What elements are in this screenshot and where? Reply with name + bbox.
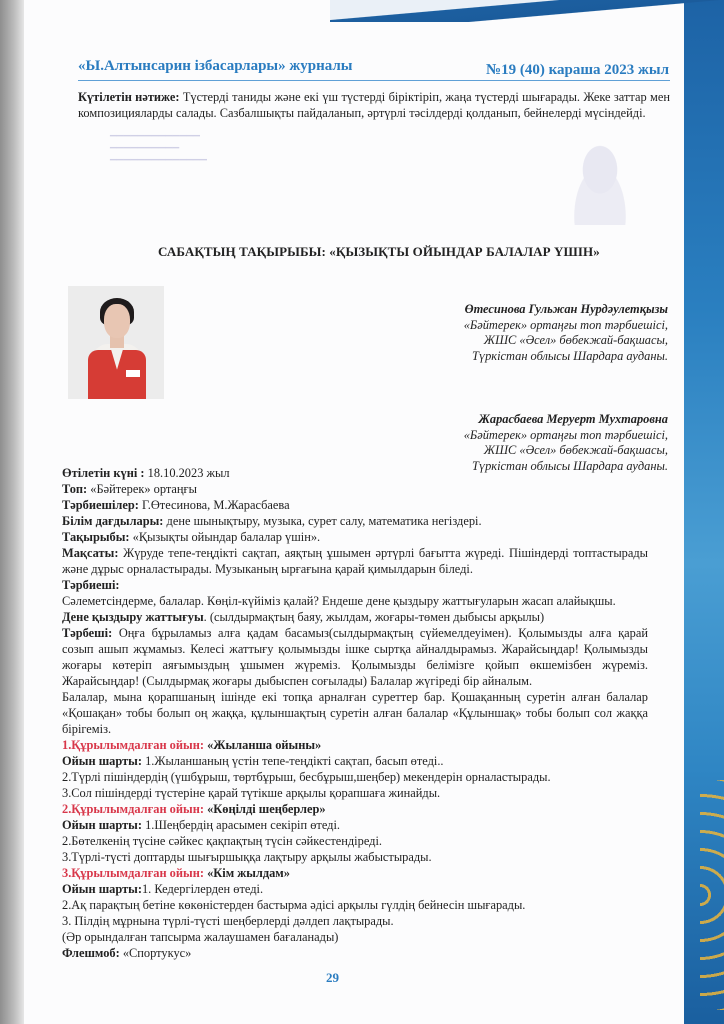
author-line: «Бәйтерек» ортаңғы топ тәрбиешісі, xyxy=(463,317,668,332)
greeting-text: Сәлеметсіндерме, балалар. Көңіл-күйіміз қалай? Ендеше дене қыздыру жаттығуларын жасап алайықшы. xyxy=(62,594,616,608)
game-1-step: Ойын шарты: 1.Жыланшаның үстін тепе-теңдікті сақтап, басып өтеді.. xyxy=(62,754,444,768)
author-line: ЖШС «Әсел» бөбекжай-бақшасы, xyxy=(483,333,668,347)
game-3-step: 2.Ақ парақтың бетіне көкөністерден бастырма әдісі арқылы гүлдің бейнесін шығарады. xyxy=(62,898,526,912)
lesson-info xyxy=(62,465,648,961)
author-line: Түркістан облысы Шардара ауданы. xyxy=(472,348,668,363)
author-line: Түркістан облысы Шардара ауданы. xyxy=(472,458,668,473)
author-1 xyxy=(464,302,668,364)
teacher-instructions: Тәрбеші: Оңға бұрыламыз алға қадам басамыз(сылдырмақтың сүйемелдеуімен). Қолымызды алға қарай созып ашып жұмамыз. Келесі жаттығу қолымызды ішке сыртқа айналдырамыз. Жарайсыңдар! Қолымызды жоғары көтеріп аяғымыздың ұшымен жүреміз. Қолымызды белімізге қойып өкшемізбен жүреміз. Жарайсыңдар! (Сылдырмақ жоғары дыбыспен соғылады) Балалар жүгіреді бір айналым. xyxy=(62,626,648,688)
game-2-step: 2.Бөтелкенің түсіне сәйкес қақпақтың түсін сәйкестендіреді. xyxy=(62,834,382,848)
game-1-step: 3.Сол пішіндерді түстеріне қарай түтікше арқылы қорапшаға жинайды. xyxy=(62,786,441,800)
flashmob: Флешмоб: «Спортукус» xyxy=(62,946,192,960)
scan-left-edge xyxy=(0,0,24,1024)
lesson-title: САБАҚТЫҢ ТАҚЫРЫБЫ: «ҚЫЗЫҚТЫ ОЙЫНДАР БАЛАЛАР ҮШІН» xyxy=(158,244,600,259)
game-2-step: Ойын шарты: 1.Шеңбердің арасымен секіріп өтеді. xyxy=(62,818,340,832)
ornament-decoration xyxy=(700,780,724,1010)
game-1-step: 2.Түрлі пішіндердің (үшбұрыш, төртбұрыш, бесбұрыш,шеңбер) мекендерін орналастырады. xyxy=(62,770,551,784)
bleed-through-text: ▁▁▁▁▁▁▁▁▁▁▁▁▁ ▁▁▁▁▁▁▁▁▁▁ ▁▁▁▁▁▁▁▁▁▁▁▁▁▁ xyxy=(110,126,207,160)
info-topic: Тақырыбы: «Қызықты ойындар балалар үшін». xyxy=(62,530,321,544)
expected-result-label: Күтілетін нәтиже: xyxy=(78,90,180,104)
info-skills: Білім дағдылары: дене шынықтыру, музыка, сурет салу, математика негіздері. xyxy=(62,514,482,528)
bleed-through-portrait xyxy=(560,140,640,225)
issue-label: №19 (40) караша 2023 жыл xyxy=(486,62,669,78)
game-2-heading: 2.Құрылымдалған ойын: «Көңілді шеңберлер» xyxy=(62,802,326,816)
expected-result xyxy=(78,89,670,121)
info-group: Топ: «Бәйтерек» ортаңғы xyxy=(62,482,197,496)
info-date: Өтілетін күні : 18.10.2023 жыл xyxy=(62,466,230,480)
author-line: «Бәйтерек» ортаңғы топ тәрбиешісі, xyxy=(463,427,668,442)
info-teachers: Тәрбиешілер: Г.Өтесинова, М.Жарасбаева xyxy=(62,498,290,512)
evaluation-note: (Әр орындалған тапсырма жалаушамен бағаланады) xyxy=(62,930,339,944)
game-2-step: 3.Түрлі-түсті доптарды шығыршыққа лақтыру арқылы жабыстырады. xyxy=(62,850,432,864)
game-3-step: 3. Пілдің мұрнына түрлі-түсті шеңберлерді дәлдеп лақтырады. xyxy=(62,914,394,928)
author-photo xyxy=(68,286,164,399)
header-divider xyxy=(78,80,670,81)
page-number: 29 xyxy=(326,970,339,985)
journal-title: «Ы.Алтынсарин ізбасарлары» журналы xyxy=(78,58,353,74)
author-line: ЖШС «Әсел» бөбекжай-бақшасы, xyxy=(483,443,668,457)
game-3-heading: 3.Құрылымдалған ойын: «Кім жылдам» xyxy=(62,866,290,880)
author-name: Өтесинова Гульжан Нурдәулетқызы xyxy=(464,302,668,316)
author-name: Жарасбаева Меруерт Мухтаровна xyxy=(478,412,668,426)
info-goal: Мақсаты: Жүруде тепе-теңдікті сақтап, аяқтың ұшымен әртүрлі бағытта жүреді. Пішіндерді топтастырады және дұрыс орналастырады. Музыканың ырғағына қарай қимылдарын біледі. xyxy=(62,546,648,576)
teacher-label: Тәрбиеші: xyxy=(62,578,120,592)
groups-text: Балалар, мына қорапшаның ішінде екі топқа арналған суреттер бар. Қошақанның суретін алған балалар «Қошақан» тобы болып оң жаққа, құлыншақтың суретін алған балалар «Құлыншақ» тобы болып сол жаққа бірігеміз. xyxy=(62,690,648,736)
expected-result-text: Түстерді таниды және екі үш түстерді біріктіріп, жаңа түстерді шығарады. Жеке заттар мен композицияларды салады. Сазбалшықты пайдаланып, әртүрлі тәсілдерді қолданып, бейнелерді мүсіндейді. xyxy=(78,90,670,120)
game-3-step: Ойын шарты:1. Кедергілерден өтеді. xyxy=(62,882,264,896)
game-1-heading: 1.Құрылымдалған ойын: «Жыланша ойыны» xyxy=(62,738,322,752)
top-blue-band xyxy=(330,0,724,22)
warmup: Дене қыздыру жаттығуы. (сылдырмақтың баяу, жылдам, жоғары-төмен дыбысы арқылы) xyxy=(62,610,545,624)
